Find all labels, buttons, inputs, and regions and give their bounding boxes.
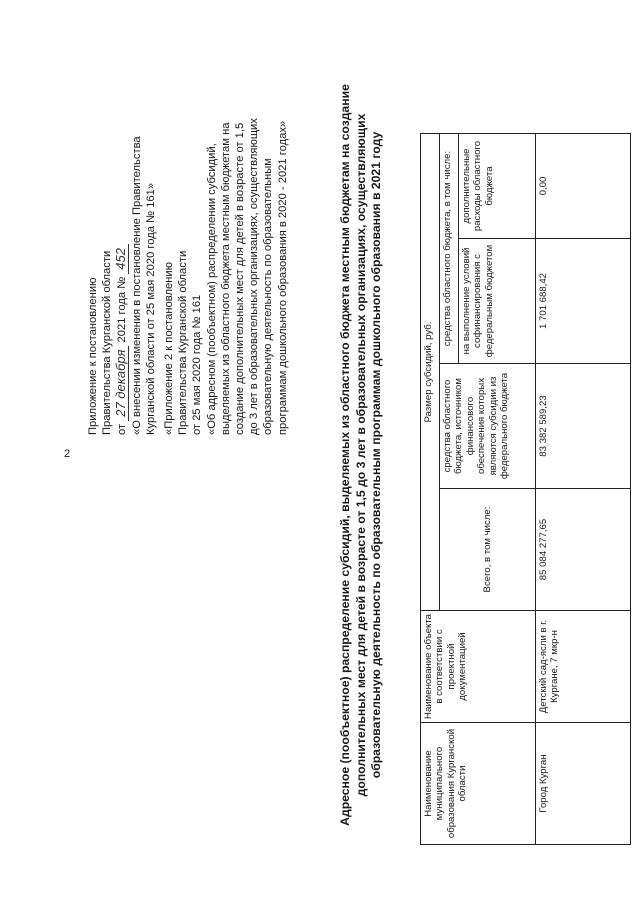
appendix-line-1: Приложение к постановлению [87,277,99,435]
table-row [536,134,631,845]
handwritten-number: 452 [113,244,129,274]
appendix-date-line: от 27 декабря 2021 года № 452 [114,15,129,435]
cell-cofinancing: 1 701 688,42 [536,239,631,364]
quoted-appendix-header: «Приложение 2 к постановлению Правительства Курганской области от 25 мая 2020 года № 161 «Об адресном (пообъектном) распределении субсидий, выделяемых из областного бюджета местным бюджетам на создание дополнительных мест для детей в возрасте от 1,5 до 3 лет в образовательных организациях, осуществляющих образовательную деятельность по образовательным программам дошкольного образования в 2020 - 2021 годах» [163,118,289,435]
cell-object: Детский сад-ясли в г. Кургане, 7 мкр-н [536,611,631,723]
cell-municipality: Город Курган [536,723,631,845]
header-subsidy-size: Размер субсидий, руб. [421,134,440,611]
appendix-line-2: Правительства Курганской области [101,250,114,435]
header-total: Всего, в том числе: [440,489,536,611]
page-number: 2 [64,448,71,460]
header-object: Наименование объекта в соответствии с проектной документацией [421,611,536,723]
cell-regional-funds: 83 382 589,23 [536,364,631,489]
header-cofinancing: на выполнение условий софинансирования с федеральным бюджетом [459,239,536,364]
subsidies-table [420,133,631,845]
header-additional: дополнительные расходы областного бюджета [459,134,536,239]
header-municipality: Наименование муниципального образования Курганской области [421,723,536,845]
header-regional-funds: средства областного бюджета, источником финансового обеспечения которых являются субсидии из федерального бюджета [440,364,536,489]
appendix-line-5: Курганской области от 25 мая 2020 года № 161» [144,182,157,435]
header-regional-budget-incl: средства областного бюджета, в том числе: [440,134,459,364]
appendix-line-4: «О внесении изменения в постановление Правительства [130,136,143,435]
cell-additional: 0,00 [536,134,631,239]
handwritten-date: 27 декабря [113,346,129,421]
appendix-header [86,15,158,435]
document-title: Адресное (пообъектное) распределение субсидий, выделяемых из областного бюджета местным бюджетам на создание дополнительных мест для детей в возрасте от 1,5 до 3 лет в образовательных организациях, осуществляющих образовательную деятельность по образовательным программам дошкольного образования в 2021 году [338,84,383,826]
cell-total: 85 084 277,65 [536,489,631,611]
